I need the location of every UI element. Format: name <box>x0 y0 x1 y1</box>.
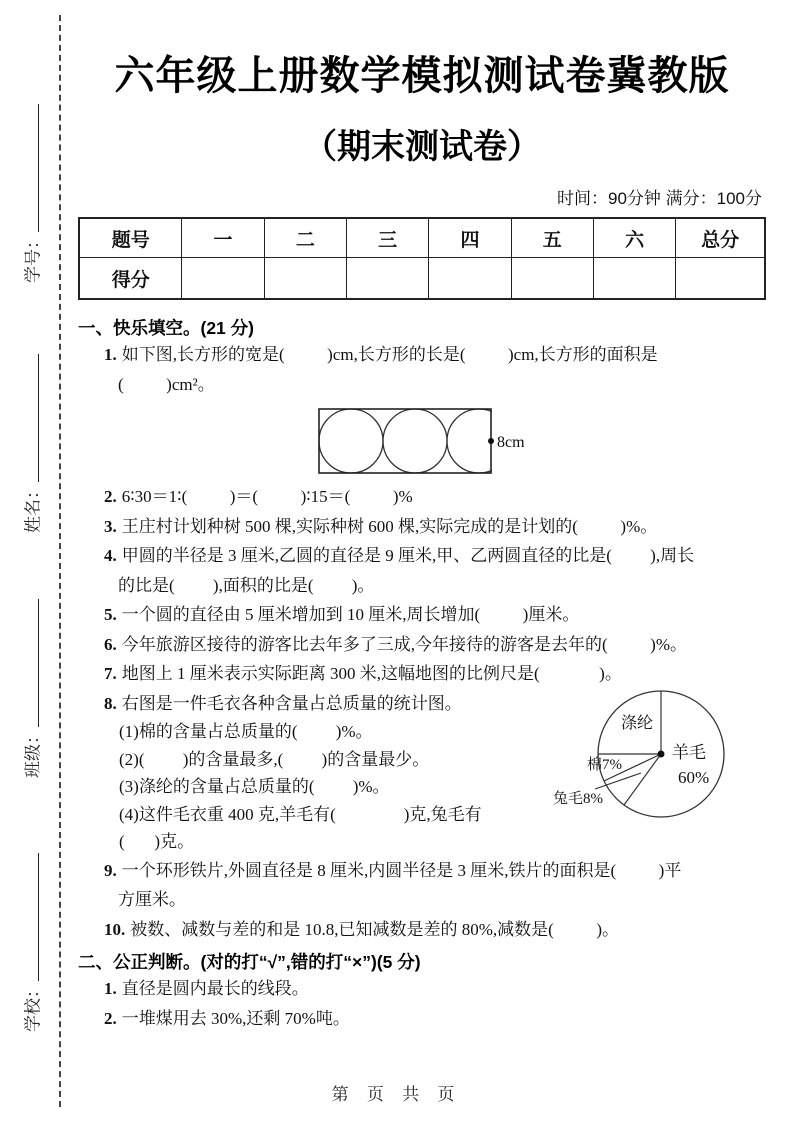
question-6 <box>104 630 766 660</box>
question-9-number: 9. <box>104 860 117 880</box>
paper-title: 六年级上册数学模拟测试卷冀教版 <box>114 54 730 98</box>
question-1-line-1 <box>104 340 766 370</box>
question-10 <box>104 915 766 945</box>
question-5 <box>104 600 766 630</box>
pie-center-dot <box>658 751 665 758</box>
question-2-number: 2. <box>104 487 117 506</box>
question-2-text: 6∶30＝1∶( )＝( )∶15＝( )% <box>121 487 413 506</box>
score-table-col-3: 三 <box>347 218 429 258</box>
section1-heading: 一、快乐填空。(21 分) <box>78 318 254 338</box>
question-1-line-2: ( )cm²。 <box>118 374 215 394</box>
question-8-number: 8. <box>104 693 117 713</box>
question-4-text: 甲圆的半径是 3 厘米,乙圆的直径是 9 厘米,甲、乙两圆直径的比是( ),周长 <box>121 546 695 565</box>
rectangle-circles-figure <box>318 408 766 480</box>
school-blank-line <box>18 853 39 981</box>
page-footer: 第 页 共 页 <box>331 1085 462 1104</box>
question-5-text: 一个圆的直径由 5 厘米增加到 10 厘米,周长增加( )厘米。 <box>121 605 580 624</box>
score-row-label: 得分 <box>79 258 182 300</box>
score-cell <box>429 258 511 300</box>
score-cell <box>511 258 593 300</box>
score-table-corner-cell: 题号 <box>79 218 182 258</box>
student-id-field <box>18 104 44 283</box>
section2-question-2 <box>104 1004 766 1034</box>
question-3-text: 王庄村计划种树 500 棵,实际种树 600 棵,实际完成的是计划的( )%。 <box>121 516 658 536</box>
question-8-sub-4: (4)这件毛衣重 400 克,羊毛有( )克,兔毛有 <box>119 804 482 824</box>
question-3-number: 3. <box>104 516 117 536</box>
score-table-col-5: 五 <box>511 218 593 258</box>
pie-label-cotton: 棉7% <box>587 757 622 773</box>
question-9-line-2: 方厘米。 <box>118 890 186 909</box>
question-1-text: 如下图,长方形的宽是( )cm,长方形的长是( )cm,长方形的面积是 <box>121 345 658 364</box>
student-name-blank-line <box>18 354 39 482</box>
dimension-dot <box>488 438 494 444</box>
question-8-text: 右图是一件毛衣各种含量占总质量的统计图。 <box>121 693 462 713</box>
score-cell <box>593 258 675 300</box>
student-name-label: 姓名： <box>23 482 43 533</box>
student-id-blank-line <box>18 104 39 232</box>
pie-label-wool: 羊毛 <box>672 743 706 762</box>
score-cell <box>676 258 765 300</box>
question-8-sub-3: (3)涤纶的含量占总质量的( )%。 <box>119 777 390 796</box>
student-name-field <box>18 354 44 533</box>
question-7-number: 7. <box>104 664 117 683</box>
score-table <box>78 217 766 300</box>
score-cell <box>264 258 346 300</box>
class-label: 班级： <box>23 727 43 778</box>
question-5-number: 5. <box>104 605 117 624</box>
binding-dashed-line <box>59 15 61 1107</box>
section2-question-2-number: 2. <box>104 1008 117 1028</box>
section2-question-2-text: 一堆煤用去 30%,还剩 70%吨。 <box>121 1008 350 1028</box>
question-8-sub-2: (2)( )的含量最多,( )的含量最少。 <box>119 749 430 769</box>
school-label: 学校： <box>23 981 43 1032</box>
section2-question-1 <box>104 974 766 1004</box>
question-8-sub-1: (1)棉的含量占总质量的( )%。 <box>119 722 373 741</box>
question-6-number: 6. <box>104 634 117 654</box>
score-cell <box>182 258 264 300</box>
question-1-number: 1. <box>104 345 117 364</box>
score-table-col-6: 六 <box>593 218 675 258</box>
pie-label-wool-pct: 60% <box>678 768 710 787</box>
question-9-line-1 <box>104 856 766 886</box>
question-3 <box>104 512 766 542</box>
time-score-info: 时间：90分钟 满分：100分 <box>557 189 762 208</box>
paper-subtitle: （期末测试卷） <box>303 128 541 166</box>
question-2 <box>104 482 766 512</box>
pie-chart <box>545 672 760 827</box>
question-10-number: 10. <box>104 919 126 939</box>
question-9-text: 一个环形铁片,外圆直径是 8 厘米,内圆半径是 3 厘米,铁片的面积是( )平 <box>121 860 682 880</box>
score-table-col-4: 四 <box>429 218 511 258</box>
question-10-text: 被数、减数与差的和是 10.8,已知减数是差的 80%,减数是( )。 <box>130 919 619 939</box>
section2-question-1-text: 直径是圆内最长的线段。 <box>121 979 309 998</box>
score-table-header-row <box>79 218 765 258</box>
paper-body <box>78 0 766 1033</box>
dimension-label: 8cm <box>497 434 525 451</box>
class-field <box>18 599 44 778</box>
score-cell <box>347 258 429 300</box>
section2-question-1-number: 1. <box>104 979 117 998</box>
section2-heading: 二、公正判断。(对的打“√”,错的打“×”)(5 分) <box>78 952 421 972</box>
question-7-text: 地图上 1 厘米表示实际距离 300 米,这幅地图的比例尺是( )。 <box>121 664 622 683</box>
question-8-sub-4-cont: ( )克。 <box>119 832 195 851</box>
student-id-label: 学号： <box>23 232 43 283</box>
pie-label-rabbit-hair: 兔毛8% <box>553 791 603 807</box>
question-6-text: 今年旅游区接待的游客比去年多了三成,今年接待的游客是去年的( )%。 <box>121 634 687 654</box>
rectangle-circles-svg <box>318 408 533 478</box>
score-table-col-7: 总分 <box>676 218 765 258</box>
question-4-number: 4. <box>104 546 117 565</box>
pie-label-dacron: 涤纶 <box>621 715 654 732</box>
school-field <box>18 853 44 1032</box>
class-blank-line <box>18 599 39 727</box>
score-table-col-2: 二 <box>264 218 346 258</box>
question-4-line-2: 的比是( ),面积的比是( )。 <box>118 575 375 595</box>
score-table-col-1: 一 <box>182 218 264 258</box>
score-table-score-row <box>79 258 765 300</box>
question-4-line-1 <box>104 541 766 571</box>
